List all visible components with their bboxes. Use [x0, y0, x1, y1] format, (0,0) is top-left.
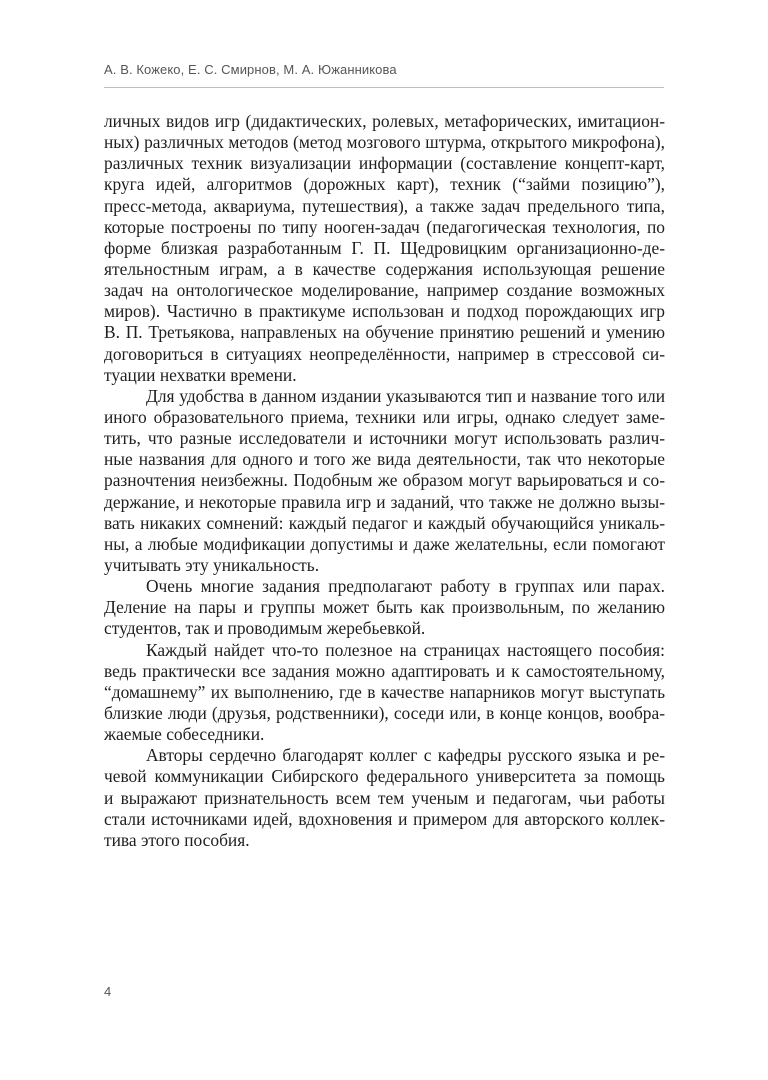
- text-line: “домашнему” их выполнению, где в качестве напарников могут выступать: [104, 681, 665, 702]
- text-line: ные названия для одного и того же вида деятельности, так что некоторые: [104, 449, 665, 470]
- text-line: Авторы сердечно благодарят коллег с кафедры русского языка и ре-: [146, 745, 665, 766]
- text-line: близкие люди (друзья, родственники), соседи или, в конце концов, вообра-: [104, 702, 665, 723]
- text-line: круга идей, алгоритмов (дорожных карт), техник (“займи позицию”),: [104, 174, 665, 195]
- text-line: держание, и некоторые правила игр и заданий, что также не должно вызы-: [104, 491, 665, 512]
- text-line: которые построены по типу нооген-задач (педагогическая технология, по: [104, 216, 665, 237]
- paragraph-5: [104, 745, 665, 851]
- text-line: пресс-метода, аквариума, путешествия), а также задач предельного типа,: [104, 195, 665, 216]
- text-line: вать никаких сомнений: каждый педагог и каждый обучающийся уникаль-: [104, 512, 665, 533]
- text-line: разночтения неизбежны. Подобным же образом могут варьироваться и со-: [104, 470, 665, 491]
- text-line: ведь практически все задания можно адаптировать и к самостоятельному,: [104, 660, 665, 681]
- header-divider: [104, 87, 664, 88]
- text-line: тива этого пособия.: [104, 829, 250, 850]
- paragraph-2: [104, 386, 665, 576]
- text-line: студентов, так и проводимым жеребьевкой.: [104, 618, 426, 639]
- text-line: форме близкая разработанным Г. П. Щедровицким организационно-де-: [104, 237, 665, 258]
- text-line: миров). Частично в практикуме использован и подход порождающих игр: [104, 301, 665, 322]
- text-line: чевой коммуникации Сибирского федерального университета за помощь: [104, 766, 665, 787]
- body-text: [104, 111, 665, 851]
- text-line: задач на онтологическое моделирование, например создание возможных: [104, 280, 665, 301]
- text-line: и выражают признательность всем тем ученым и педагогам, чьи работы: [104, 787, 665, 808]
- paragraph-4: [104, 640, 665, 746]
- text-line: иного образовательного приема, техники или игры, однако следует заме-: [104, 406, 665, 427]
- text-line: Для удобства в данном издании указываются тип и название того или: [146, 385, 665, 406]
- text-line: В. П. Третьякова, направленых на обучение принятию решений и умению: [104, 322, 665, 343]
- text-line: Деление на пары и группы может быть как произвольным, по желанию: [104, 597, 665, 618]
- text-line: жаемые собеседники.: [104, 724, 265, 745]
- text-line: туации нехватки времени.: [104, 364, 297, 385]
- text-line: тить, что разные исследователи и источники могут использовать различ-: [104, 428, 665, 449]
- text-line: личных видов игр (дидактических, ролевых, метафорических, имитацион-: [104, 111, 665, 131]
- text-line: договориться в ситуациях неопределённости, например в стрессовой си-: [104, 343, 665, 364]
- text-line: ятельностным играм, а в качестве содержания использующая решение: [104, 258, 665, 279]
- text-line: стали источниками идей, вдохновения и примером для авторского коллек-: [104, 808, 665, 829]
- text-line: ных) различных методов (метод мозгового штурма, открытого микрофона),: [104, 132, 665, 153]
- running-header-authors: А. В. Кожеко, Е. С. Смирнов, М. А. Южанникова: [104, 62, 397, 77]
- paragraph-3: [104, 576, 665, 639]
- text-line: различных техник визуализации информации (составление концепт-карт,: [104, 153, 665, 174]
- text-line: Очень многие задания предполагают работу в группах или парах.: [146, 576, 665, 597]
- text-line: ны, а любые модификации допустимы и даже желательны, если помогают: [104, 533, 665, 554]
- text-line: учитывать эту уникальность.: [104, 554, 320, 575]
- text-line: Каждый найдет что-то полезное на страницах настоящего пособия:: [146, 639, 665, 660]
- page-number: 4: [104, 984, 112, 999]
- paragraph-1: [104, 111, 665, 386]
